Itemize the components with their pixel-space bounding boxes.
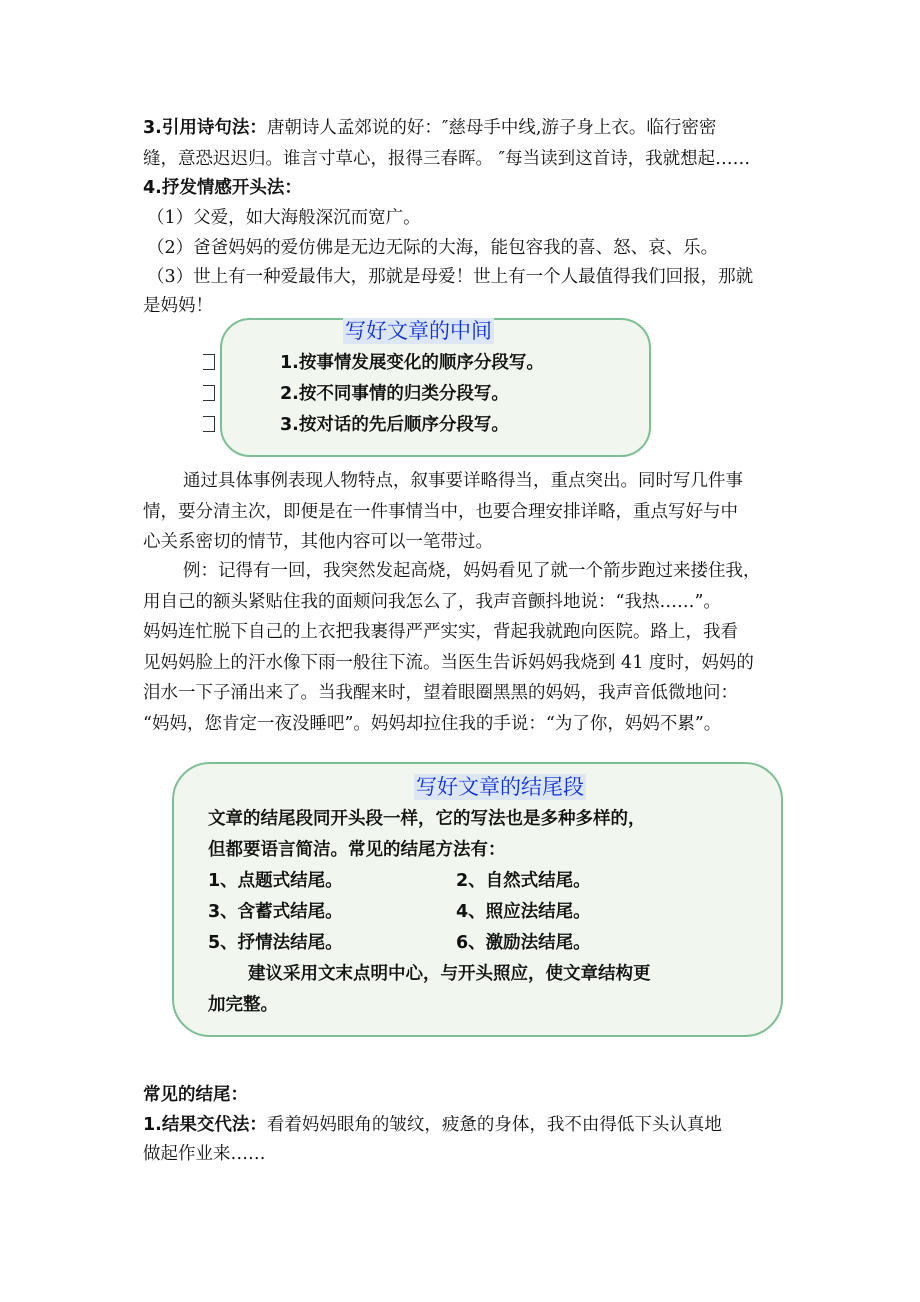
- method3-text1: 唐朝诗人孟郊说的好：″慈母手中线,游子身上衣。临行密密: [266, 118, 717, 138]
- ending-intro-2: 但都要语言简洁。常见的结尾方法有：: [208, 840, 506, 860]
- checkbox-icon: [203, 385, 215, 401]
- middle-box-title: 写好文章的中间: [345, 319, 492, 343]
- method4-heading: 4.抒发情感开头法：: [143, 178, 302, 198]
- middle-p1-line3: 心关系密切的情节，其他内容可以一笔带过。: [143, 532, 493, 552]
- middle-p2-line4: 见妈妈脸上的汗水像下雨一般往下流。当医生告诉妈妈我烧到 41 度时，妈妈的: [143, 652, 754, 673]
- middle-box-item-3: 3.按对话的先后顺序分段写。: [280, 415, 509, 435]
- ending-method-6: 6、激励法结尾。: [456, 933, 591, 953]
- ending-method-5: 5、抒情法结尾。: [208, 933, 343, 953]
- ending-advice-1: 建议采用文末点明中心，与开头照应，使文章结构更: [248, 964, 651, 984]
- middle-p2-line1: 例：记得有一回，我突然发起高烧，妈妈看见了就一个箭步跑过来搂住我，: [183, 561, 761, 581]
- middle-p2-line6: “妈妈，您肯定一夜没睡吧”。妈妈却拉住我的手说：“为了你，妈妈不累”。: [143, 713, 722, 734]
- method3-line1: [143, 115, 803, 141]
- ending-method1-line1: [143, 1112, 803, 1138]
- middle-p2-line3: 妈妈连忙脱下自己的上衣把我裹得严严实实，背起我就跑向医院。路上，我看: [143, 622, 738, 642]
- method3-heading: 3.引用诗句法：: [143, 118, 267, 138]
- ending-method-1: 1、点题式结尾。: [208, 871, 343, 891]
- checkbox-icon: [203, 416, 215, 432]
- ending-method-4: 4、照应法结尾。: [456, 902, 591, 922]
- middle-box-item-2: 2.按不同事情的归类分段写。: [280, 384, 509, 404]
- ending-method1-heading: 1.结果交代法：: [143, 1115, 267, 1135]
- common-endings-heading: 常见的结尾：: [143, 1085, 248, 1105]
- method3-line2: 缝，意恐迟迟归。谁言寸草心，报得三春晖。 ″每当读到这首诗，我就想起……: [143, 149, 751, 169]
- middle-p2-line2: 用自己的额头紧贴住我的面颊问我怎么了，我声音颤抖地说：“我热……”。: [143, 591, 721, 612]
- middle-p1-line1: 通过具体事例表现人物特点，叙事要详略得当，重点突出。同时写几件事: [183, 471, 743, 491]
- ending-intro-1: 文章的结尾段同开头段一样，它的写法也是多种多样的，: [208, 809, 646, 829]
- ending-method1-line2: 做起作业来……: [143, 1144, 266, 1164]
- method4-item-3-cont: 是妈妈！: [143, 296, 213, 316]
- method4-item-2: （2）爸爸妈妈的爱仿佛是无边无际的大海，能包容我的喜、怒、哀、乐。: [147, 238, 719, 258]
- middle-box-item-1: 1.按事情发展变化的顺序分段写。: [280, 353, 544, 373]
- checkbox-icon: [203, 354, 215, 370]
- ending-method1-text1: 看着妈妈眼角的皱纹，疲惫的身体，我不由得低下头认真地: [266, 1115, 722, 1135]
- middle-p1-line2: 情，要分清主次，即便是在一件事情当中，也要合理安排详略，重点写好与中: [143, 501, 738, 522]
- method4-item-1: （1）父爱，如大海般深沉而宽广。: [147, 208, 421, 228]
- ending-method-3: 3、含蓄式结尾。: [208, 902, 343, 922]
- middle-paragraph-2: [143, 556, 783, 739]
- middle-p2-line5: 泪水一下子涌出来了。当我醒来时，望着眼圈黑黑的妈妈，我声音低微地问：: [143, 683, 738, 703]
- ending-advice-2: 加完整。: [208, 995, 278, 1015]
- ending-box-title: 写好文章的结尾段: [416, 775, 584, 799]
- method4-item-3: （3）世上有一种爱最伟大，那就是母爱！世上有一个人最值得我们回报，那就: [147, 267, 754, 287]
- middle-paragraph-1: [143, 466, 783, 558]
- ending-method-2: 2、自然式结尾。: [456, 871, 591, 891]
